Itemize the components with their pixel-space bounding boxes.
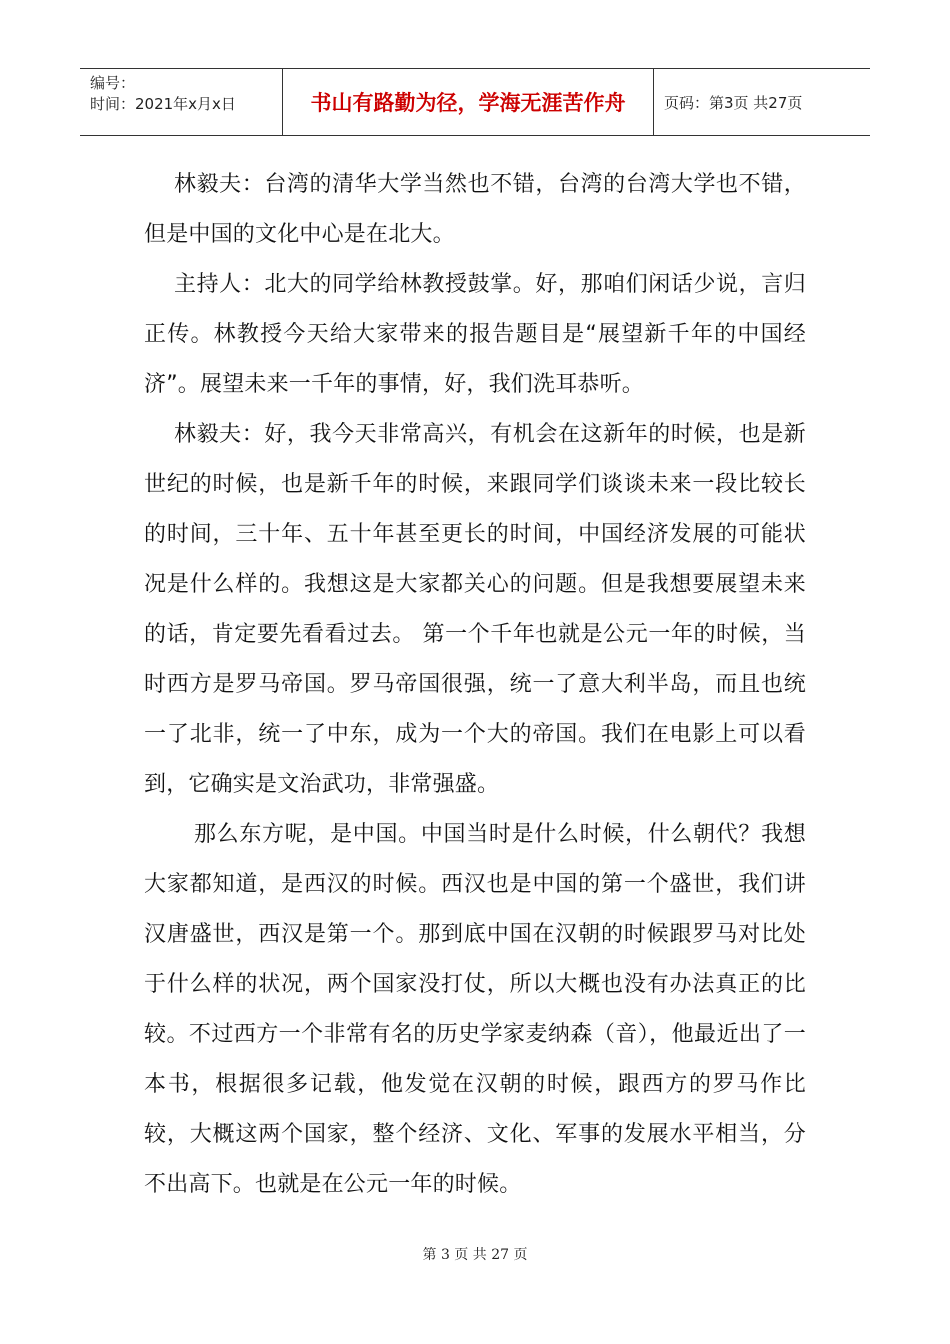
page-footer: 第 3 页 共 27 页 [422, 1247, 528, 1263]
header-meta [80, 69, 282, 135]
paragraph-4: 那么东方呢，是中国。中国当时是什么时候，什么朝代？我想大家都知道，是西汉的时候。西汉也是中国的第一个盛世，我们讲汉唐盛世，西汉是第一个。那到底中国在汉朝的时候跟罗马对比处于什么样的状况，两个国家没打仗，所以大概也没有办法真正的比较。不过西方一个非常有名的历史学家麦纳森（音），他最近出了一本书，根据很多记载，他发觉在汉朝的时候，跟西方的罗马作比较，大概这两个国家，整个经济、文化、军事的发展水平相当，分不出高下。也就是在公元一年的时候。 [144, 822, 806, 1197]
doc-date-label: 时间：2021年x月x日 [90, 95, 236, 113]
document-header [80, 68, 870, 136]
paragraph-2: 主持人：北大的同学给林教授鼓掌。好，那咱们闲话少说，言归正传。林教授今天给大家带来的报告题目是“展望新千年的中国经济”。展望未来一千年的事情，好，我们洗耳恭听。 [144, 272, 806, 397]
document-body [144, 160, 806, 1210]
paragraph-1: 林毅夫：台湾的清华大学当然也不错，台湾的台湾大学也不错，但是中国的文化中心是在北大。 [144, 172, 806, 247]
doc-number-label: 编号： [90, 74, 136, 92]
header-motto: 书山有路勤为径，学海无涯苦作舟 [282, 69, 654, 135]
paragraph-3: 林毅夫：好，我今天非常高兴，有机会在这新年的时候，也是新世纪的时候，也是新千年的时候，来跟同学们谈谈未来一段比较长的时间，三十年、五十年甚至更长的时间，中国经济发展的可能状况是什么样的。我想这是大家都关心的问题。但是我想要展望未来的话，肯定要先看看过去。 第一个千年也就是公元一年的时候，当时西方是罗马帝国。罗马帝国很强，统一了意大利半岛，而且也统一了北非，统一了中东，成为一个大的帝国。我们在电影上可以看到，它确实是文治武功，非常强盛。 [144, 422, 806, 797]
header-page-info: 页码：第3页 共27页 [664, 93, 803, 112]
